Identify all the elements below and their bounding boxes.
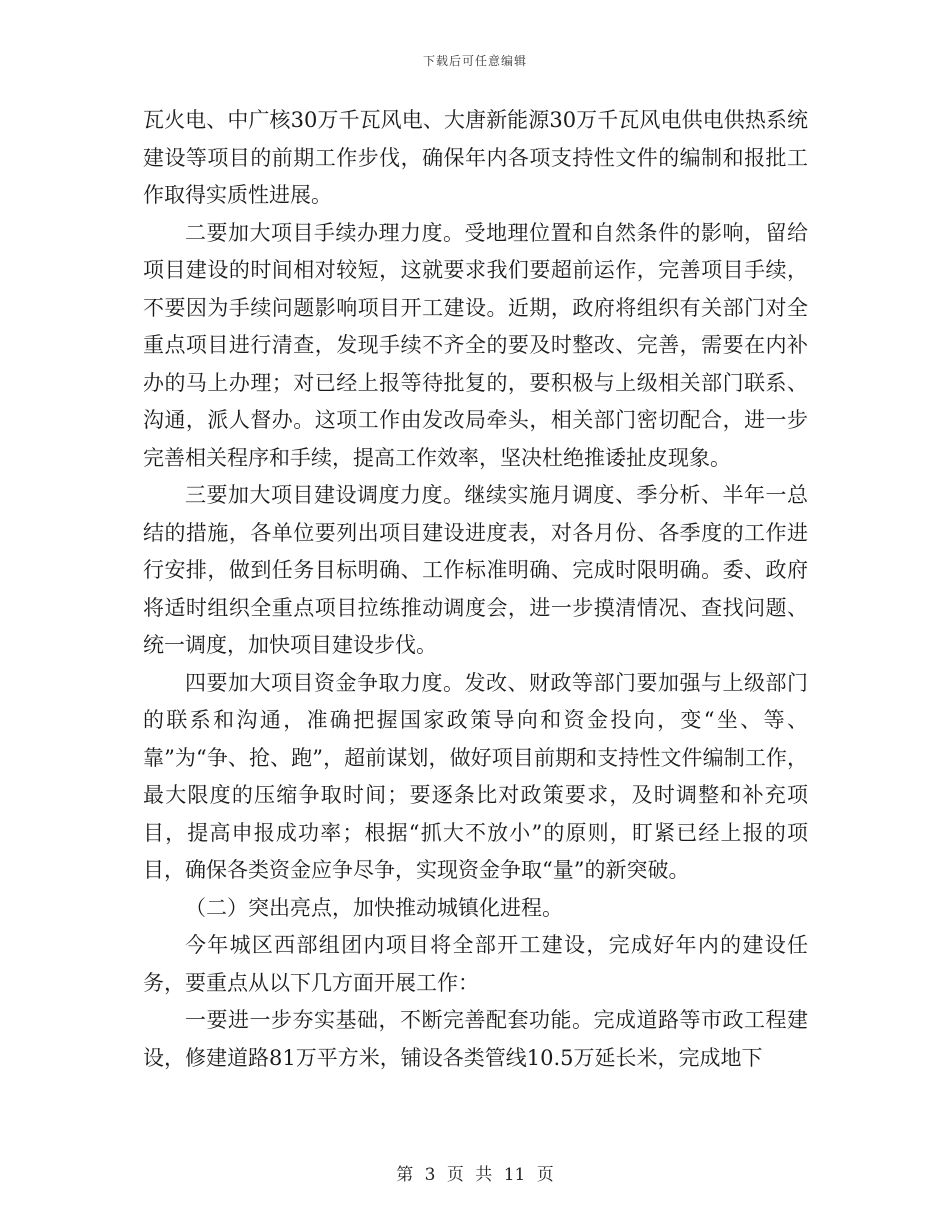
- paragraph-1: 瓦火电、中广核30万千瓦风电、大唐新能源30万千瓦风电供电供热系统建设等项目的前期工作步伐，确保年内各项支持性文件的编制和报批工作取得实质性进展。: [143, 108, 808, 207]
- page-header: 下载后可任意编辑: [422, 54, 527, 68]
- document-body: [143, 102, 808, 1077]
- paragraph-2: 二要加大项目手续办理力度。受地理位置和自然条件的影响，留给项目建设的时间相对较短，这就要求我们要超前运作，完善项目手续，不要因为手续问题影响项目开工建设。近期，政府将组织有关部门对全重点项目进行清查，发现手续不齐全的要及时整改、完善，需要在内补办的马上办理；对已经上报等待批复的，要积极与上级相关部门联系、沟通，派人督办。这项工作由发改局牵头，相关部门密切配合，进一步完善相关程序和手续，提高工作效率，坚决杜绝推诿扯皮现象。: [143, 220, 808, 470]
- paragraph-3: 三要加大项目建设调度力度。继续实施月调度、季分析、半年一总结的措施，各单位要列出项目建设进度表，对各月份、各季度的工作进行安排，做到任务目标明确、工作标准明确、完成时限明确。委、政府将适时组织全重点项目拉练推动调度会，进一步摸清情况、查找问题、统一调度，加快项目建设步伐。: [143, 483, 808, 657]
- page-footer: 第 3 页 共 11 页: [396, 1165, 554, 1185]
- paragraph-7: 一要进一步夯实基础，不断完善配套功能。完成道路等市政工程建设，修建道路81万平方米，铺设各类管线10.5万延长米，完成地下: [143, 1008, 808, 1070]
- section-heading: （二）突出亮点，加快推动城镇化进程。: [185, 895, 563, 920]
- paragraph-4: 四要加大项目资金争取力度。发改、财政等部门要加强与上级部门的联系和沟通，准确把握国家政策导向和资金投向，变“坐、等、靠”为“争、抢、跑”，超前谋划，做好项目前期和支持性文件编制工作，最大限度的压缩争取时间；要逐条比对政策要求，及时调整和补充项目，提高申报成功率；根据“抓大不放小”的原则，盯紧已经上报的项目，确保各类资金应争尽争，实现资金争取“量”的新突破。: [143, 670, 808, 882]
- paragraph-6: 今年城区西部组团内项目将全部开工建设，完成好年内的建设任务，要重点从以下几方面开展工作：: [143, 933, 808, 995]
